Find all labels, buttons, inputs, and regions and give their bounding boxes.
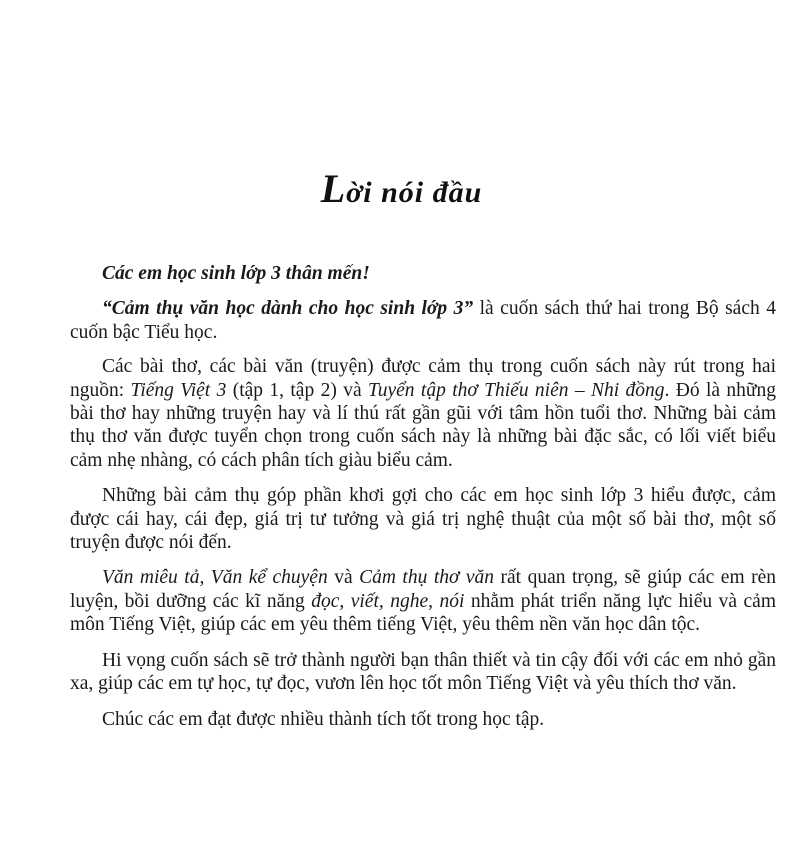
source-tieng-viet-3: Tiếng Việt 3 (130, 379, 227, 401)
paragraph-2-text-c: . Đó là những bài thơ hay những truyện hay và lí thú rất gần gũi với tâm hồn tuổi thơ. Những bài cảm thụ thơ văn được tuyển chọn trong cuốn sách này là những bài đặc sắc, có lối viết biểu cảm nhẹ nhàng, có cách phân tích giàu biểu cảm. (70, 379, 777, 471)
paragraph-1 (70, 297, 776, 344)
paragraph-5: Hi vọng cuốn sách sẽ trở thành người bạn thân thiết và tin cậy đối với các em nhỏ gần xa, giúp các em tự học, tự đọc, vươn lên học tốt môn Tiếng Việt và yêu thích thơ văn. (70, 649, 776, 695)
paragraph-2-text-a: Các bài thơ, các bài văn (truyện) được cảm thụ trong cuốn sách này rút trong hai nguồn: (70, 356, 776, 401)
title-rest: ời nói đầu (346, 176, 483, 209)
paragraph-4-italic-a: Văn miêu tả, Văn kể chuyện (102, 567, 328, 589)
paragraph-6: Chúc các em đạt được nhiều thành tích tốt trong học tập. (102, 708, 545, 730)
paragraph-4-text-c: nhằm phát triển năng lực hiểu và cảm môn Tiếng Việt, giúp các em yêu thêm tiếng Việt, yêu thêm nền văn học dân tộc. (70, 590, 776, 636)
greeting: Các em học sinh lớp 3 thân mến! (102, 263, 370, 284)
paragraph-4-italic-b: Cảm thụ thơ văn (359, 567, 495, 589)
document-body (70, 262, 776, 743)
paragraph-4-text-b: rất quan trọng, sẽ giúp các em rèn luyện, bồi dưỡng các kĩ năng (70, 567, 776, 612)
paragraph-2 (70, 355, 776, 472)
paragraph-1-text: là cuốn sách thứ hai trong Bộ sách 4 cuốn bậc Tiểu học. (70, 298, 776, 343)
paragraph-4-text-a: và (327, 567, 360, 589)
source-tuyen-tap: Tuyển tập thơ Thiếu niên – Nhi đồng (367, 379, 665, 401)
book-title: “Cảm thụ văn học dành cho học sinh lớp 3” (102, 298, 474, 320)
page-title (0, 165, 803, 212)
title-initial: L (320, 166, 347, 211)
paragraph-2-text-b: (tập 1, tập 2) và (226, 379, 368, 401)
paragraph-3: Những bài cảm thụ góp phần khơi gợi cho các em học sinh lớp 3 hiểu được, cảm được cái hay, cái đẹp, giá trị tư tưởng và giá trị nghệ thuật của một số bài thơ, một số truyện được nói đến. (70, 485, 776, 554)
paragraph-4-italic-c: đọc, viết, nghe, nói (311, 590, 465, 612)
paragraph-4 (70, 566, 776, 636)
